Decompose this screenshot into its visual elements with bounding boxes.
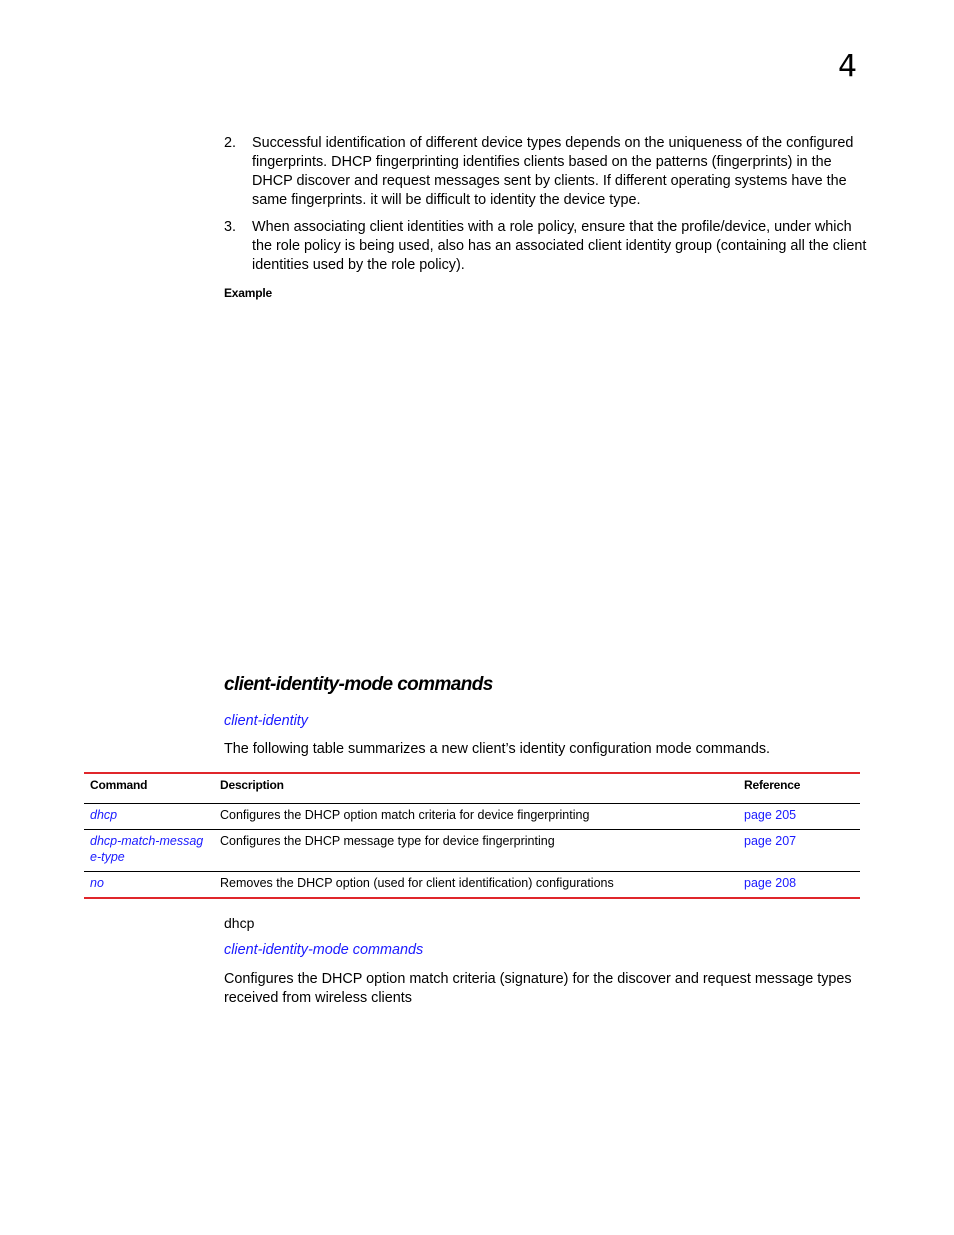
column-header-command: Command — [84, 773, 214, 803]
table-header-row — [84, 773, 860, 803]
description-cell: Configures the DHCP message type for device fingerprinting — [214, 829, 738, 871]
table-row — [84, 871, 860, 898]
command-link[interactable]: dhcp — [90, 807, 118, 822]
list-item — [224, 218, 874, 275]
reference-cell — [738, 871, 860, 898]
table-row — [84, 829, 860, 871]
numbered-list — [224, 134, 874, 283]
section-title: client-identity-mode commands — [224, 674, 493, 695]
list-item — [224, 134, 874, 210]
reference-link[interactable]: page 207 — [744, 833, 797, 848]
list-item-text: When associating client identities with a role policy, ensure that the profile/device, under which the role policy is being used, also has an associated client identity group (containing all the client identities used by the role policy). — [252, 219, 867, 273]
command-link[interactable]: dhcp-match-messag e-type — [90, 833, 204, 864]
reference-link[interactable]: page 205 — [744, 807, 797, 822]
reference-cell — [738, 803, 860, 829]
list-item-text: Successful identification of different device types depends on the uniqueness of the configured fingerprints. DHCP fingerprinting identifies clients based on the patterns (fingerprints) in the DHCP discover and request messages sent by clients. If different operating systems have the same fingerprints. it will be difficult to identity the device type. — [252, 135, 854, 208]
command-cell — [84, 829, 214, 871]
command-cell — [84, 803, 214, 829]
description-cell: Configures the DHCP option match criteria for device fingerprinting — [214, 803, 738, 829]
list-item-number: 3. — [224, 219, 237, 235]
command-cell — [84, 871, 214, 898]
command-link[interactable]: no — [90, 875, 104, 890]
parent-command-link[interactable]: client-identity — [224, 713, 308, 729]
subsection-heading: dhcp — [224, 915, 255, 931]
subsection-description: Configures the DHCP option match criteria (signature) for the discover and request message types received from wireless clients — [224, 971, 852, 1006]
reference-link[interactable]: page 208 — [744, 875, 797, 890]
description-cell: Removes the DHCP option (used for client identification) configurations — [214, 871, 738, 898]
list-item-number: 2. — [224, 135, 237, 151]
table-row — [84, 803, 860, 829]
subsection-parent-link[interactable]: client-identity-mode commands — [224, 942, 424, 958]
column-header-description: Description — [214, 773, 738, 803]
column-header-reference: Reference — [738, 773, 860, 803]
example-heading: Example — [224, 286, 272, 300]
commands-table — [84, 772, 860, 899]
reference-cell — [738, 829, 860, 871]
chapter-number: 4 — [838, 49, 858, 84]
section-intro: The following table summarizes a new client’s identity configuration mode commands. — [224, 741, 771, 757]
